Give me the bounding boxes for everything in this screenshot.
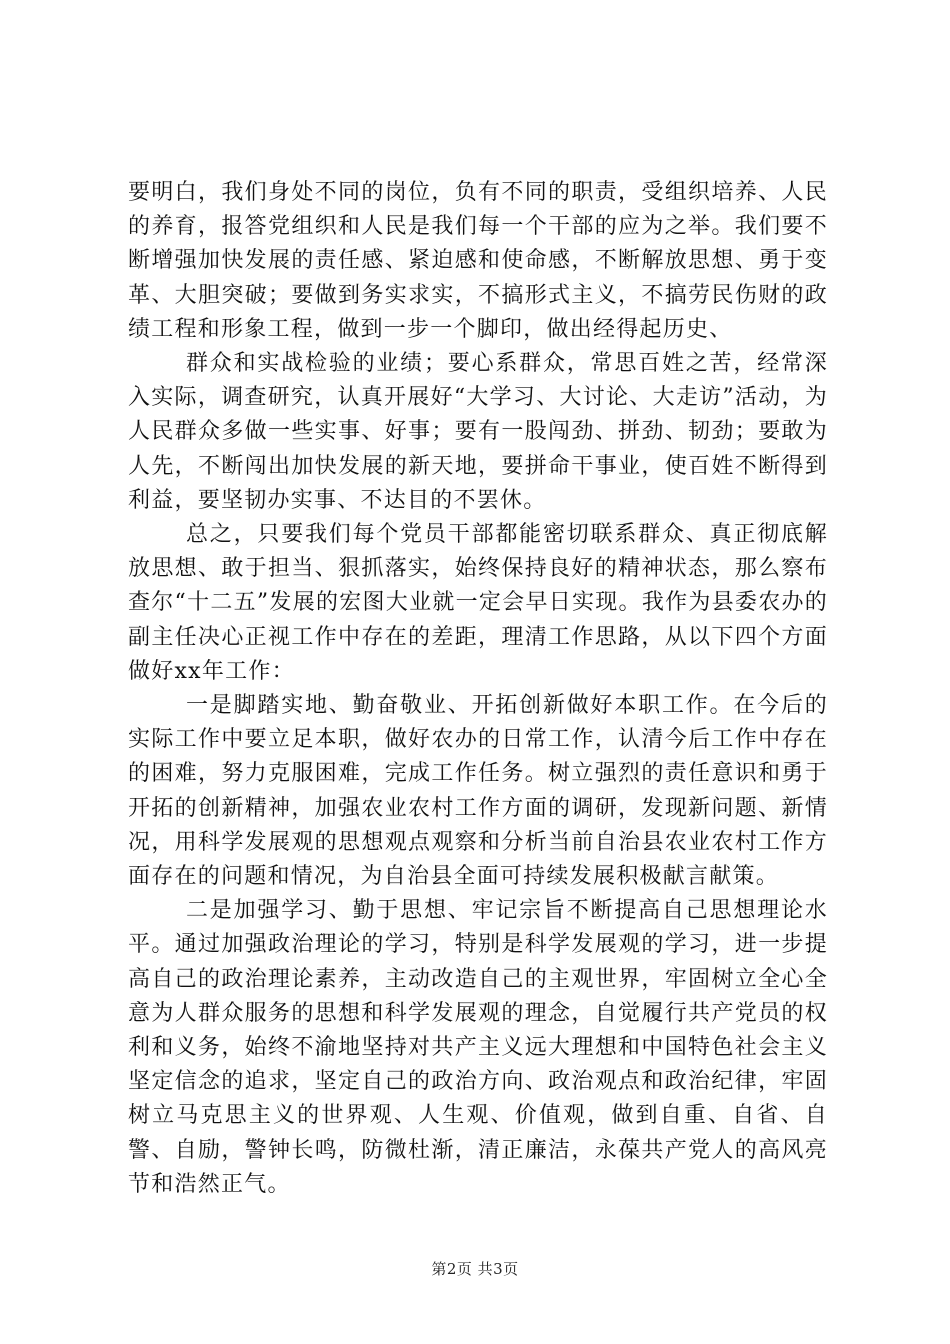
paragraph-3: 总之，只要我们每个党员干部都能密切联系群众、真正彻底解放思想、敢于担当、狠抓落实，始终保持良好的精神状态，那么察布查尔“十二五”发展的宏图大业就一定会早日实现。我作为县委农办的副主任决心正视工作中存在的差距，理清工作思路，从以下四个方面做好xx年工作： xyxy=(128,522,828,684)
page-footer: 第2页 共3页 xyxy=(431,1260,519,1278)
paragraph-2: 群众和实战检验的业绩；要心系群众，常思百姓之苦，经常深入实际，调查研究，认真开展好“大学习、大讨论、大走访”活动，为人民群众多做一些实事、好事；要有一股闯劲、拼劲、韧劲；要敢为人先，不断闯出加快发展的新天地，要拼命干事业，使百姓不断得到利益，要坚韧办实事、不达目的不罢休。 xyxy=(128,351,828,513)
paragraph-5: 二是加强学习、勤于思想、牢记宗旨不断提高自己思想理论水平。通过加强政治理论的学习，特别是科学发展观的学习，进一步提高自己的政治理论素养，主动改造自己的主观世界，牢固树立全心全意为人群众服务的思想和科学发展观的理念，自觉履行共产党员的权利和义务，始终不渝地坚持对共产主义远大理想和中国特色社会主义坚定信念的追求，坚定自己的政治方向、政治观点和政治纪律，牢固树立马克思主义的世界观、人生观、价值观，做到自重、自省、自警、自励，警钟长鸣，防微杜渐，清正廉洁，永葆共产党人的高风亮节和浩然正气。 xyxy=(128,898,828,1197)
paragraph-4: 一是脚踏实地、勤奋敬业、开拓创新做好本职工作。在今后的实际工作中要立足本职，做好农办的日常工作，认清今后工作中存在的困难，努力克服困难，完成工作任务。树立强烈的责任意识和勇于开拓的创新精神，加强农业农村工作方面的调研，发现新问题、新情况，用科学发展观的思想观点观察和分析当前自治县农业农村工作方面存在的问题和情况，为自治县全面可持续发展积极献言献策。 xyxy=(128,693,828,890)
paragraph-1: 要明白，我们身处不同的岗位，负有不同的职责，受组织培养、人民的养育，报答党组织和人民是我们每一个干部的应为之举。我们要不断增强加快发展的责任感、紧迫感和使命感，不断解放思想、勇于变革、大胆突破；要做到务实求实，不搞形式主义，不搞劳民伤财的政绩工程和形象工程，做到一步一个脚印，做出经得起历史、 xyxy=(128,180,828,342)
document-body xyxy=(128,176,828,1202)
